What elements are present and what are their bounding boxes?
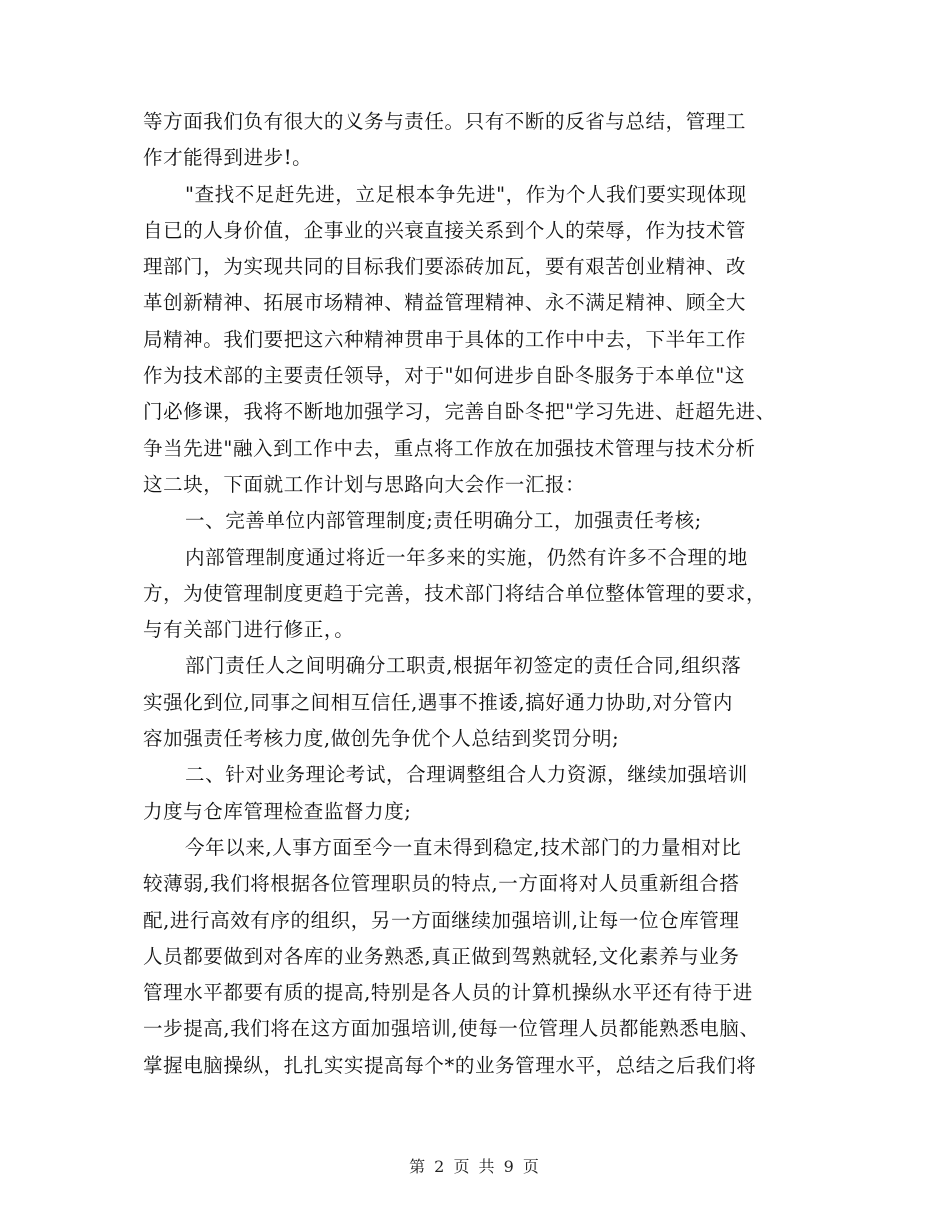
text-line: 理部门，为实现共同的目标我们要添砖加瓦，要有艰苦创业精神、改 — [143, 255, 747, 279]
paragraph-start-line: 内部管理制度通过将近一年多来的实施，仍然有许多不合理的地 — [185, 545, 748, 569]
text-line: 力度与仓库管理检查监督力度; — [143, 799, 412, 823]
text-line: 自已的人身价值，企事业的兴衰直接关系到个人的荣辱，作为技术管 — [143, 218, 747, 242]
text-line: 方，为使管理制度更趋于完善，技术部门将结合单位整体管理的要求， — [143, 581, 767, 605]
text-line: 作才能得到进步!。 — [143, 146, 313, 170]
text-line: 人员都要做到对各库的业务熟悉,真正做到驾熟就轻,文化素养与业务 — [143, 944, 740, 968]
document-body — [143, 104, 843, 1084]
text-line: 革创新精神、拓展市场精神、精益管理精神、永不满足精神、顾全大 — [143, 291, 747, 315]
text-line: 门必修课，我将不断地加强学习，完善自卧冬把"学习先进、赶超先进、 — [143, 400, 776, 424]
text-line: 较薄弱,我们将根据各位管理职员的特点,一方面将对人员重新组合搭 — [143, 872, 740, 896]
text-line: 局精神。我们要把这六种精神贯串于具体的工作中中去，下半年工作 — [143, 327, 747, 351]
paragraph-start-line: 部门责任人之间明确分工职责,根据年初签定的责任合同,组织落 — [185, 654, 742, 678]
paragraph-start-line: 今年以来,人事方面至今一直未得到稳定,技术部门的力量相对比 — [185, 835, 742, 859]
section-heading-1: 一、完善单位内部管理制度;责任明确分工，加强责任考核; — [185, 509, 702, 533]
text-line: 容加强责任考核力度,做创先争优个人总结到奖罚分明; — [143, 727, 620, 751]
text-line: 争当先进"融入到工作中去，重点将工作放在加强技术管理与技术分析 — [143, 436, 756, 460]
section-heading-2: 二、针对业务理论考试，合理调整组合人力资源，继续加强培训 — [185, 763, 748, 787]
text-line: 与有关部门进行修正，。 — [143, 618, 355, 642]
text-line: 实强化到位,同事之间相互信任,遇事不推诿,搞好通力协助,对分管内 — [143, 690, 733, 714]
text-line: 作为技术部的主要责任领导，对于"如何进步自卧冬服务于本单位"这 — [143, 364, 746, 388]
text-line: 掌握电脑操纵，扎扎实实提高每个*的业务管理水平，总结之后我们将 — [143, 1053, 757, 1077]
text-line: 管理水平都要有质的提高,特别是各人员的计算机操纵水平还有待于进 — [143, 981, 753, 1005]
text-line: 配,进行高效有序的组织，另一方面继续加强培训,让每一位仓库管理 — [143, 908, 740, 932]
text-line: 一步提高,我们将在这方面加强培训,使每一位管理人员都能熟悉电脑、 — [143, 1017, 760, 1041]
paragraph-start-line: "查找不足赶先进，立足根本争先进"，作为个人我们要实现体现 — [185, 182, 747, 206]
text-line: 等方面我们负有很大的义务与责任。只有不断的反省与总结，管理工 — [143, 110, 747, 133]
page-number-footer: 第 2 页 共 9 页 — [409, 1157, 541, 1176]
text-line: 这二块，下面就工作计划与思路向大会作一汇报： — [143, 472, 586, 496]
